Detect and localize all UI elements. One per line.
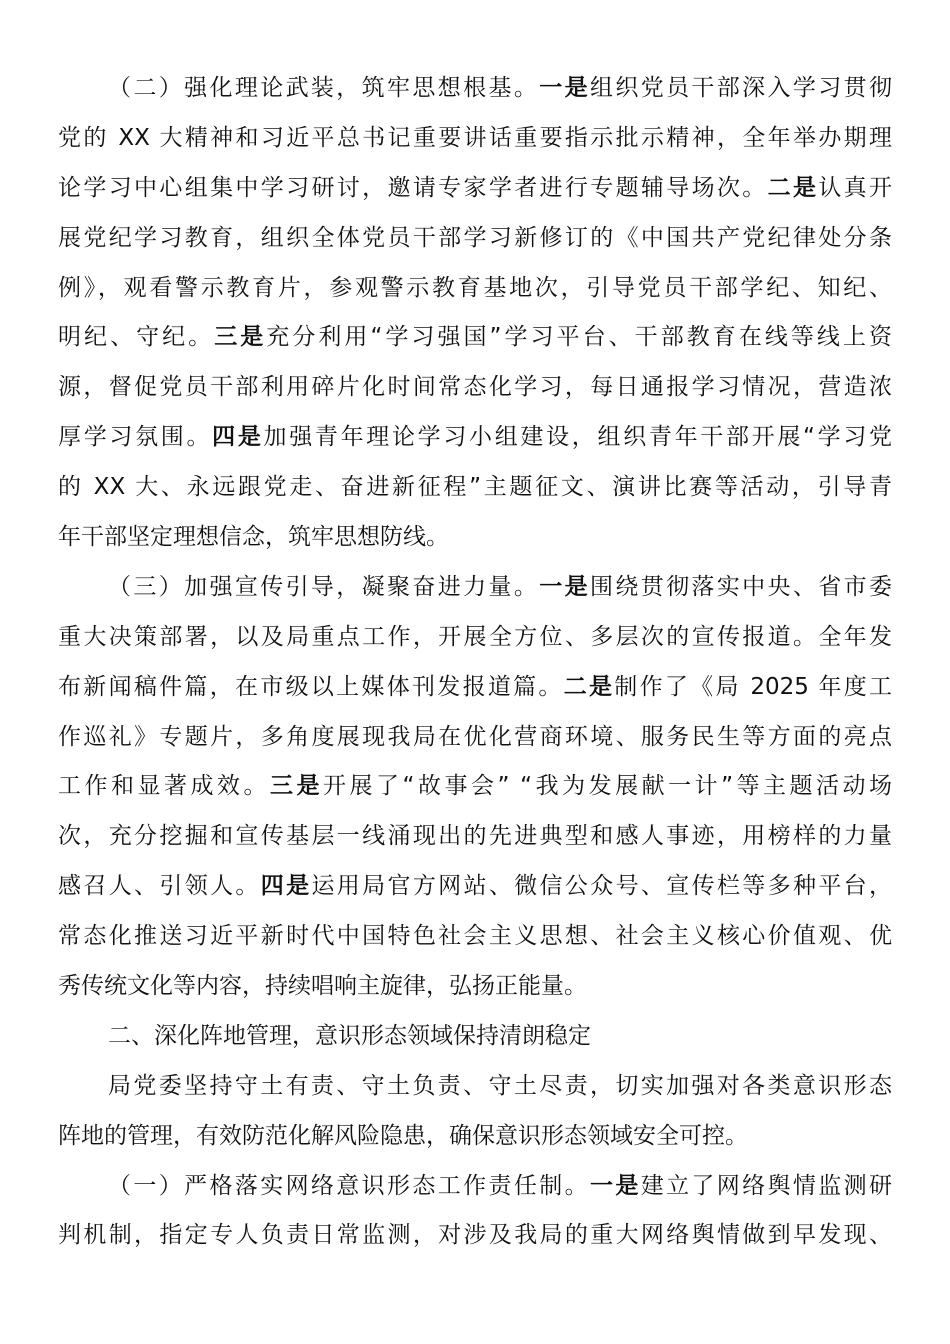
- text-line: [58, 1112, 892, 1162]
- text-run: 制作了《局 2025 年度工: [614, 673, 893, 700]
- text-line: [58, 1162, 892, 1212]
- text-line: [58, 64, 892, 114]
- text-line: [58, 713, 892, 763]
- text-run: 加强青年理论学习小组建设，组织青年干部开展“学习党: [263, 424, 893, 451]
- text-run: 论学习中心组集中学习研讨，邀请专家学者进行专题辅导场次。: [58, 174, 768, 201]
- text-line: [58, 563, 892, 613]
- paragraph: [58, 563, 892, 1012]
- text-line: [58, 912, 892, 962]
- text-run: 感召人、引领人。: [58, 873, 261, 900]
- text-run: 局党委坚持守土有责、守土负责、守土尽责，切实加强对各类意识形态: [108, 1072, 892, 1099]
- bold-marker: 三是: [270, 773, 324, 800]
- text-line: [58, 812, 892, 862]
- text-run: 明纪、守纪。: [58, 324, 215, 351]
- text-run: 的 XX 大、永远跟党走、奋进新征程”主题征文、演讲比赛等活动，引导青: [58, 474, 892, 501]
- text-line: [58, 214, 892, 264]
- text-run: 认真开: [818, 174, 892, 201]
- text-line: [58, 1211, 892, 1261]
- text-line: [58, 762, 892, 812]
- text-run: 围绕贯彻落实中央、省市委: [589, 573, 893, 600]
- text-line: [58, 363, 892, 413]
- bold-marker: 四是: [260, 873, 312, 900]
- bold-marker: 一是: [589, 1172, 641, 1199]
- text-line: [58, 264, 892, 314]
- section-heading: [58, 1012, 892, 1062]
- bold-marker: 二是: [767, 174, 819, 201]
- text-run: 年干部坚定理想信念，筑牢思想防线。: [58, 524, 449, 551]
- text-run: （二）强化理论武装，筑牢思想根基。: [108, 75, 540, 101]
- text-run: 阵地的管理，有效防范化解风险隐患，确保意识形态领域安全可控。: [58, 1122, 748, 1149]
- text-line: [58, 613, 892, 663]
- text-run: 工作和显著成效。: [58, 773, 271, 800]
- text-run: 运用局官方网站、微信公众号、宣传栏等多种平台，: [311, 873, 892, 900]
- text-run: 源，督促党员干部利用碎片化时间常态化学习，每日通报学习情况，营造浓: [58, 374, 892, 401]
- text-run: 建立了网络舆情监测研: [640, 1172, 893, 1199]
- text-run: 例》，观看警示教育片，参观警示教育基地次，引导党员干部学纪、知纪、: [58, 274, 892, 301]
- text-run: 重大决策部署，以及局重点工作，开展全方位、多层次的宣传报道。全年发: [58, 623, 892, 650]
- text-line: [58, 663, 892, 713]
- text-line: [58, 114, 892, 164]
- text-run: （一）严格落实网络意识形态工作责任制。: [108, 1172, 590, 1199]
- text-run: 展党纪学习教育，组织全体党员干部学习新修订的《中国共产党纪律处分条: [58, 224, 892, 251]
- bold-marker: 四是: [212, 424, 264, 451]
- text-line: [58, 413, 892, 463]
- text-run: 常态化推送习近平新时代中国特色社会主义思想、社会主义核心价值观、优: [58, 923, 892, 950]
- text-line: [58, 1062, 892, 1112]
- text-run: 判机制，指定专人负责日常监测，对涉及我局的重大网络舆情做到早发现、: [58, 1222, 892, 1249]
- text-run: 作巡礼》专题片，多角度展现我局在优化营商环境、服务民生等方面的亮点: [58, 723, 892, 750]
- text-line: [58, 463, 892, 513]
- bold-marker: 三是: [214, 324, 267, 351]
- text-line: [58, 164, 892, 214]
- text-run: 充分利用“学习强国”学习平台、干部教育在线等线上资: [266, 324, 892, 351]
- bold-marker: 一是: [539, 573, 590, 600]
- paragraph: [58, 1162, 892, 1262]
- text-line: [58, 962, 892, 1012]
- text-run: 二、深化阵地管理，意识形态领域保持清朗稳定: [108, 1022, 591, 1049]
- text-run: 厚学习氛围。: [58, 424, 213, 451]
- text-line: [58, 862, 892, 912]
- paragraph: [58, 1062, 892, 1162]
- text-run: 秀传统文化等内容，持续唱响主旋律，弘扬正能量。: [58, 973, 587, 1000]
- bold-marker: 二是: [563, 673, 615, 700]
- text-run: （三）加强宣传引导，凝聚奋进力量。: [108, 573, 540, 600]
- text-run: 次，充分挖掘和宣传基层一线涌现出的先进典型和感人事迹，用榜样的力量: [58, 823, 892, 850]
- text-line: [58, 313, 892, 363]
- document-page: [58, 64, 892, 1261]
- text-line: [58, 1012, 892, 1062]
- text-run: 开展了“故事会” “我为发展献一计”等主题活动场: [323, 773, 893, 800]
- text-run: 组织党员干部深入学习贯彻: [589, 75, 893, 101]
- paragraph: [58, 64, 892, 563]
- text-run: 党的 XX 大精神和习近平总书记重要讲话重要指示批示精神，全年举办期理: [58, 124, 892, 151]
- bold-marker: 一是: [539, 75, 590, 101]
- text-run: 布新闻稿件篇，在市级以上媒体刊发报道篇。: [58, 673, 564, 700]
- text-line: [58, 513, 892, 563]
